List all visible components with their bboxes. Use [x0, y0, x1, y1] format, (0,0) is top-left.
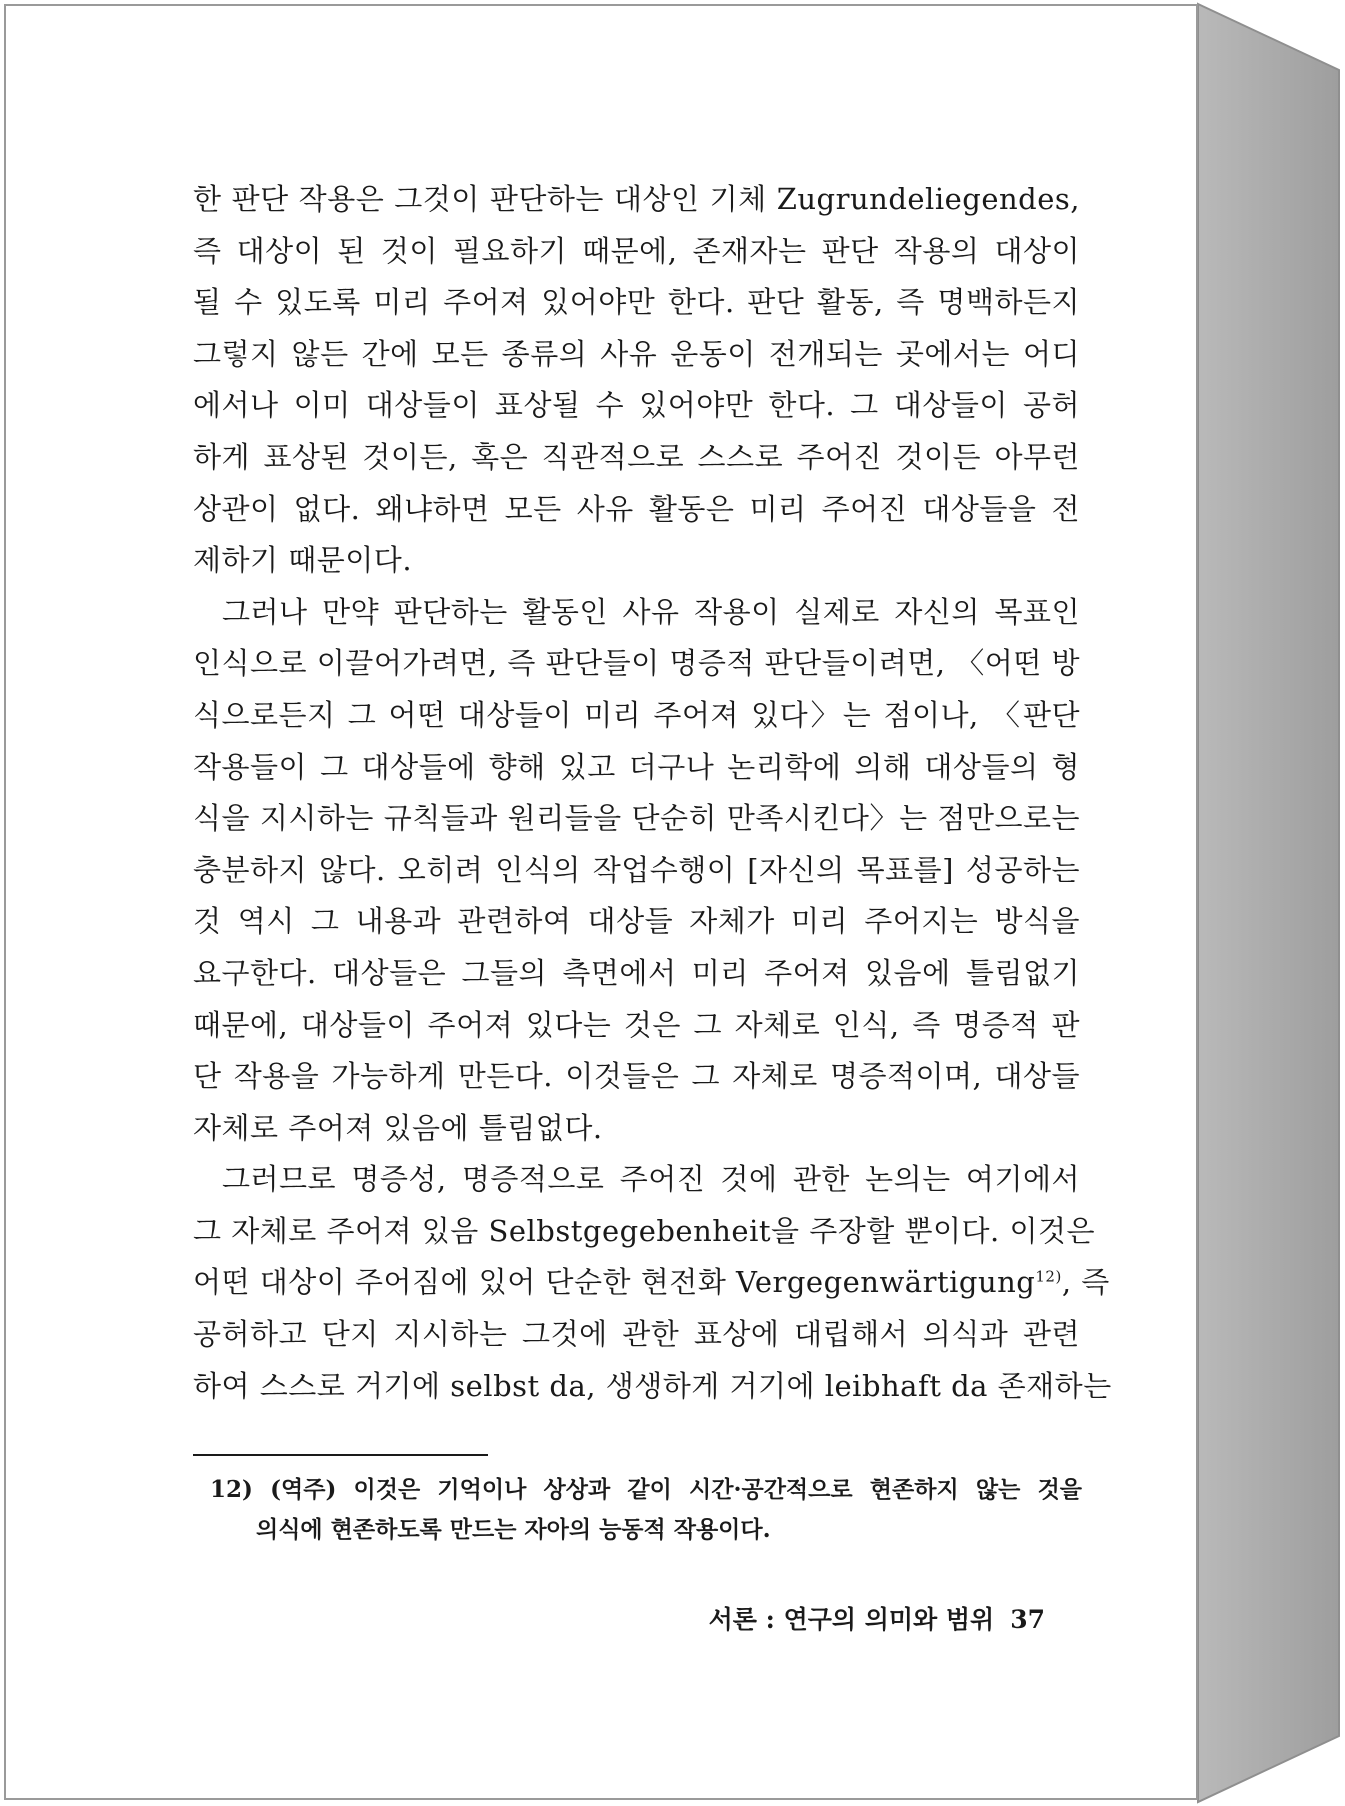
paragraph-1 [193, 174, 1080, 587]
text-line: 에서나 이미 대상들이 표상될 수 있어야만 한다. 그 대상들이 공허 [193, 388, 1080, 423]
text-line: 인식으로 이끌어가려면, 즉 판단들이 명증적 판단들이려면, 〈어떤 방 [193, 646, 1080, 681]
body-text [193, 174, 1112, 1412]
text-line: 어떤 대상이 주어짐에 있어 단순한 현전화 Vergegenwärtigung$^{12)}$, 즉 [193, 1265, 1110, 1300]
page-number: 37 [1010, 1605, 1045, 1634]
text-line: 자체로 주어져 있음에 틀림없다. [193, 1110, 603, 1145]
text-line: 공허하고 단지 지시하는 그것에 관한 표상에 대립해서 의식과 관련 [193, 1317, 1080, 1352]
text-line: 때문에, 대상들이 주어져 있다는 것은 그 자체로 인식, 즉 명증적 판 [193, 1007, 1080, 1042]
footnote-12 [210, 1470, 1082, 1550]
text-line: 하게 표상된 것이든, 혹은 직관적으로 스스로 주어진 것이든 아무런 [193, 439, 1080, 474]
text-line: 그러나 만약 판단하는 활동인 사유 작용이 실제로 자신의 목표인 [222, 594, 1080, 629]
text-line: 그 자체로 주어져 있음 Selbstgegebenheit을 주장할 뿐이다. 이것은 [193, 1213, 1096, 1248]
paragraph-2 [193, 587, 1080, 1155]
text-line: 그렇지 않든 간에 모든 종류의 사유 운동이 전개되는 곳에서는 어디 [193, 336, 1080, 371]
text-line: 요구한다. 대상들은 그들의 측면에서 미리 주어져 있음에 틀림없기 [193, 955, 1080, 990]
text-line: 것 역시 그 내용과 관련하여 대상들 자체가 미리 주어지는 방식을 [193, 904, 1080, 939]
paragraph-3 [193, 1154, 1112, 1412]
text-line: 즉 대상이 된 것이 필요하기 때문에, 존재자는 판단 작용의 대상이 [193, 233, 1080, 268]
running-title: 서론 : 연구의 의미와 범위 [708, 1605, 995, 1634]
footnote-line: 의식에 현존하도록 만드는 자아의 능동적 작용이다. [256, 1516, 771, 1543]
text-line: 하여 스스로 거기에 selbst da, 생생하게 거기에 leibhaft da 존재하는 [193, 1368, 1112, 1403]
text-line: 그러므로 명증성, 명증적으로 주어진 것에 관한 논의는 여기에서 [222, 1162, 1080, 1197]
footnote-reference: 12) [1035, 1267, 1062, 1286]
text-line: 한 판단 작용은 그것이 판단하는 대상인 기체 Zugrundeliegendes, [193, 182, 1080, 216]
text-line: 식으로든지 그 어떤 대상들이 미리 주어져 있다〉는 점이나, 〈판단 [193, 697, 1080, 732]
footnote-reference-tail: , 즉 [1061, 1265, 1110, 1300]
text-line: 충분하지 않다. 오히려 인식의 작업수행이 [자신의 목표를] 성공하는 [193, 852, 1080, 887]
text-line: 단 작용을 가능하게 만든다. 이것들은 그 자체로 명증적이며, 대상들 [193, 1059, 1080, 1094]
text-line: 될 수 있도록 미리 주어져 있어야만 한다. 판단 활동, 즉 명백하든지 [193, 285, 1080, 320]
running-footer [700, 1600, 1045, 1636]
text-line: 작용들이 그 대상들에 향해 있고 더구나 논리학에 의해 대상들의 형 [193, 749, 1080, 784]
footnote-line: 12) (역주) 이것은 기억이나 상상과 같이 시간·공간적으로 현존하지 않는 것을 [210, 1476, 1082, 1503]
text-line: 식을 지시하는 규칙들과 원리들을 단순히 만족시킨다〉는 점만으로는 [193, 801, 1080, 836]
text-line: 상관이 없다. 왜냐하면 모든 사유 활동은 미리 주어진 대상들을 전 [193, 491, 1080, 526]
footnote-number: 12) [210, 1476, 253, 1503]
text-line: 제하기 때문이다. [193, 543, 413, 578]
footnote-divider [193, 1454, 488, 1456]
